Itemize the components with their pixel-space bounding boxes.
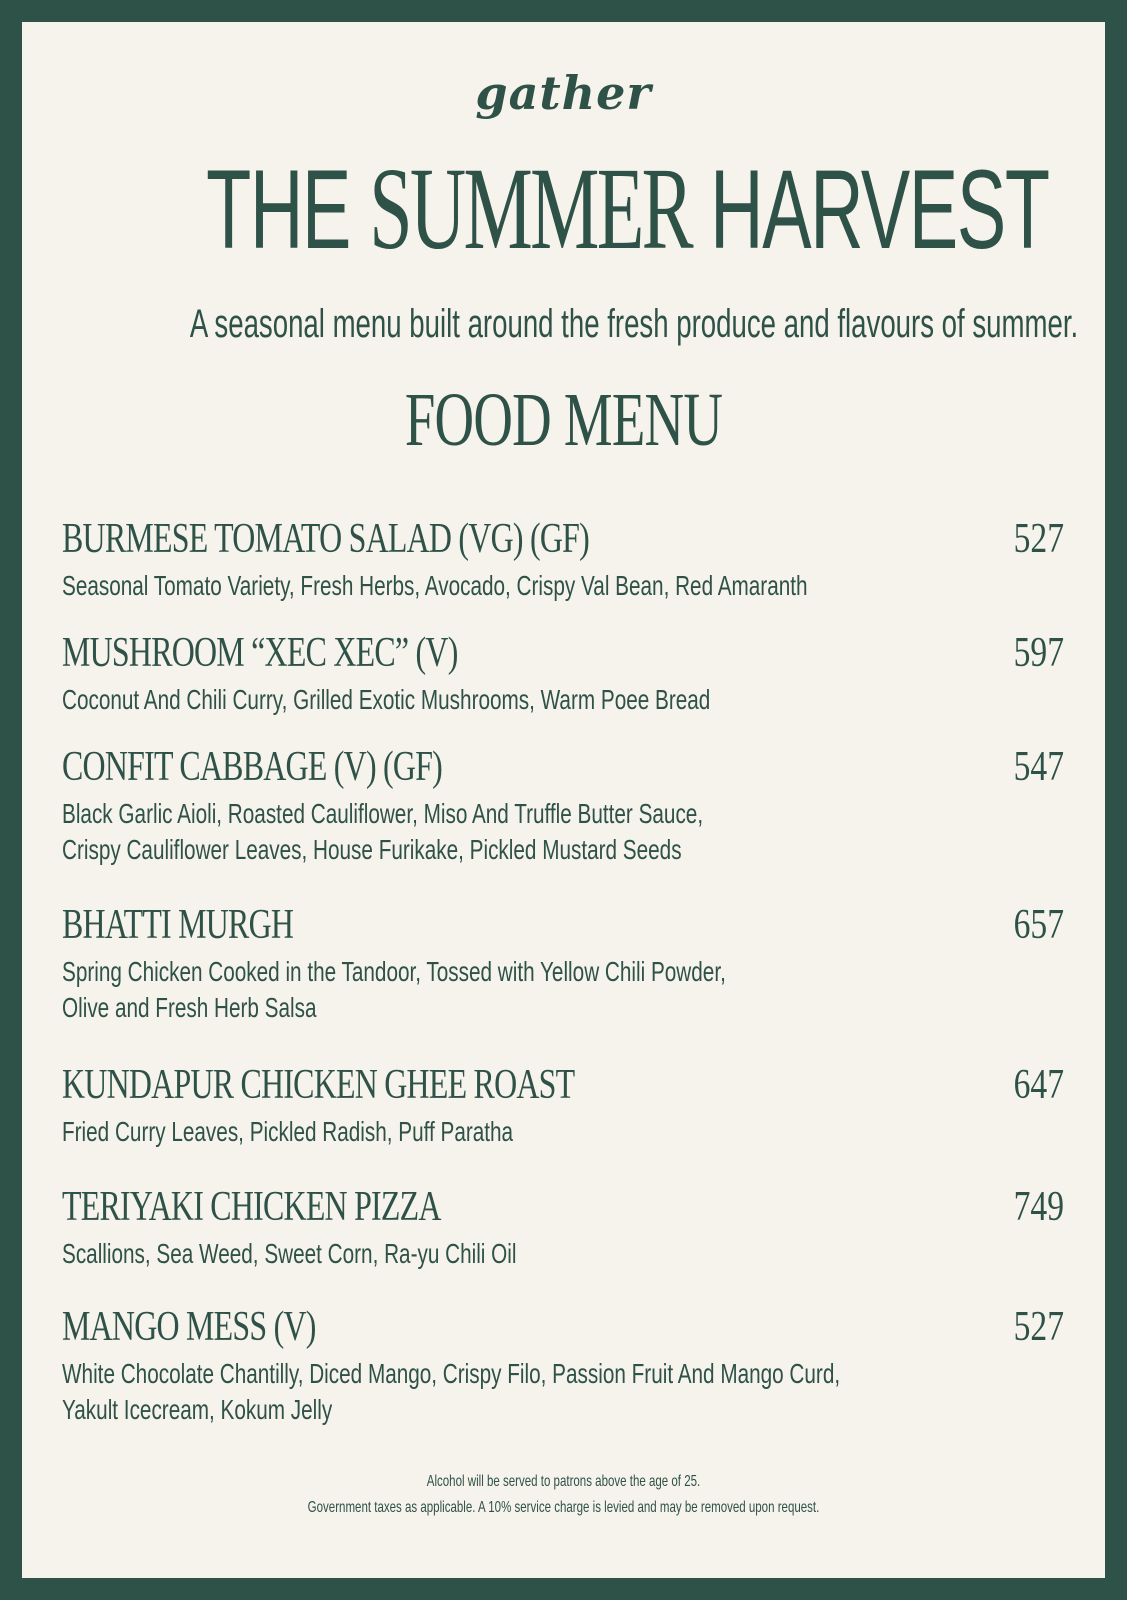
title-part-the: THE — [206, 147, 370, 272]
title-part-harvest: HARVEST — [690, 147, 1049, 272]
item-name: MANGO MESS (V) — [62, 1304, 316, 1350]
item-name: BHATTI MURGH — [62, 902, 294, 948]
item-description — [62, 1356, 840, 1428]
item-description-line: Fried Curry Leaves, Pickled Radish, Puff Paratha — [62, 1116, 514, 1147]
item-description-line: Spring Chicken Cooked in the Tandoor, Tossed with Yellow Chili Powder, — [62, 956, 726, 987]
item-name: CONFIT CABBAGE (V) (GF) — [62, 744, 443, 790]
section-title: FOOD MENU — [404, 378, 723, 462]
item-price: 597 — [1013, 630, 1064, 676]
item-description-line: Seasonal Tomato Variety, Fresh Herbs, Avocado, Crispy Val Bean, Red Amaranth — [62, 570, 808, 601]
item-description — [62, 1114, 513, 1150]
item-price: 547 — [1013, 744, 1064, 790]
item-price: 647 — [1013, 1062, 1064, 1108]
item-description — [62, 682, 710, 718]
item-description-line: Scallions, Sea Weed, Sweet Corn, Ra-yu Chili Oil — [62, 1238, 517, 1269]
item-description — [62, 796, 703, 868]
item-description-line: Yakult Icecream, Kokum Jelly — [62, 1394, 333, 1425]
item-price: 749 — [1013, 1184, 1064, 1230]
item-description-line: Coconut And Chili Curry, Grilled Exotic Mushrooms, Warm Poee Bread — [62, 684, 711, 715]
menu-page — [22, 22, 1105, 1578]
menu-title — [206, 143, 1049, 274]
footer-tax-note: Government taxes as applicable. A 10% service charge is levied and may be removed upon request. — [307, 1499, 820, 1516]
item-description — [62, 568, 808, 604]
item-description — [62, 1236, 516, 1272]
item-description — [62, 954, 726, 1026]
item-description-line: Olive and Fresh Herb Salsa — [62, 992, 317, 1023]
item-name: KUNDAPUR CHICKEN GHEE ROAST — [62, 1062, 575, 1108]
menu-subtitle: A seasonal menu built around the fresh produce and flavours of summer. — [189, 302, 1079, 346]
item-name: MUSHROOM “XEC XEC” (V) — [62, 630, 458, 676]
footer-alcohol-note: Alcohol will be served to patrons above the age of 25. — [426, 1473, 701, 1490]
item-description-line: Black Garlic Aioli, Roasted Cauliflower, Miso And Truffle Butter Sauce, — [62, 798, 704, 829]
item-name: BURMESE TOMATO SALAD (VG) (GF) — [62, 516, 589, 562]
brand-logo: gather — [475, 66, 652, 120]
item-price: 657 — [1013, 902, 1064, 948]
item-description-line: Crispy Cauliflower Leaves, House Furikake, Pickled Mustard Seeds — [62, 834, 682, 865]
title-part-summer: SUMMER — [369, 143, 691, 274]
item-price: 527 — [1013, 1304, 1064, 1350]
item-price: 527 — [1013, 516, 1064, 562]
item-name: TERIYAKI CHICKEN PIZZA — [62, 1184, 441, 1230]
item-description-line: White Chocolate Chantilly, Diced Mango, Crispy Filo, Passion Fruit And Mango Curd, — [62, 1358, 841, 1389]
